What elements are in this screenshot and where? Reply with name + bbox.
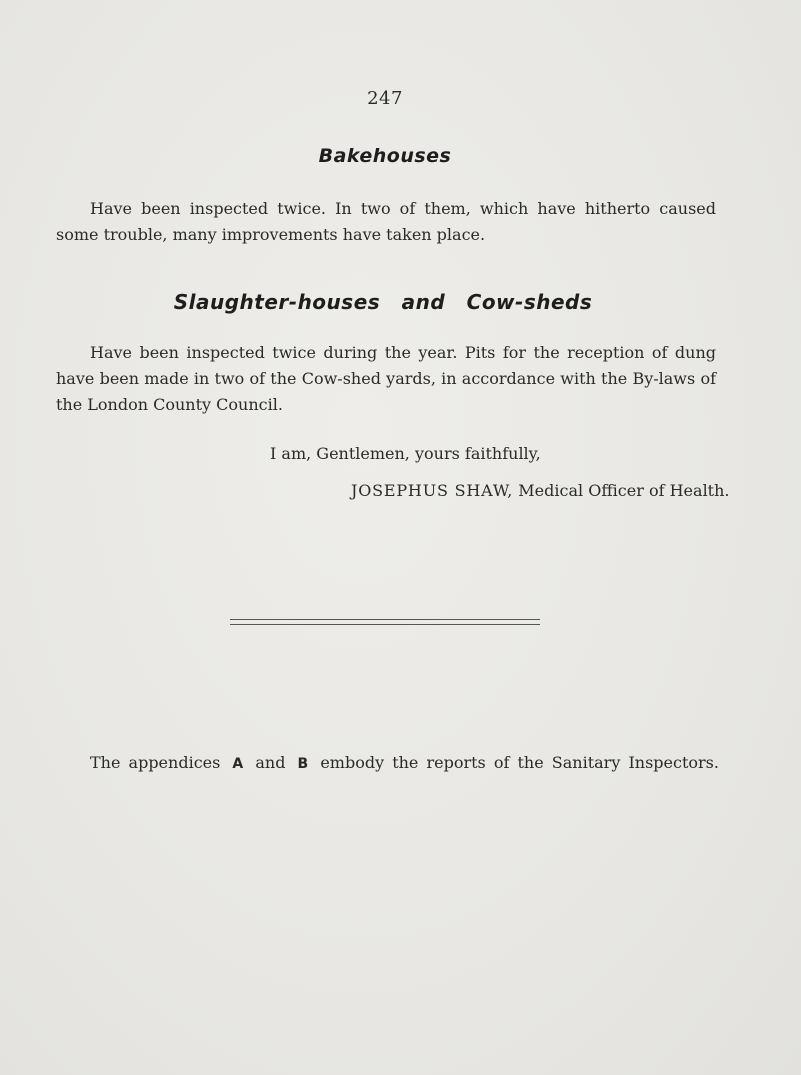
signatory-title: Medical Officer of Health. bbox=[518, 481, 730, 500]
appendix-note bbox=[90, 753, 719, 772]
signatory-name: JOSEPHUS SHAW, bbox=[351, 481, 514, 500]
section-heading-slaughter-houses: Slaughter-houses and Cow-sheds bbox=[173, 290, 593, 314]
appendix-note-before: The appendices bbox=[90, 753, 221, 772]
section-paragraph-bakehouses bbox=[56, 196, 716, 248]
paragraph-text: Have been inspected twice during the year. Pits for the reception of dung have been made in two of the Cow-shed yards, in accordance with the By-laws of the London County Council. bbox=[56, 343, 716, 414]
section-paragraph-slaughter-houses bbox=[56, 340, 716, 418]
signature-block bbox=[351, 481, 730, 500]
closing-salutation: I am, Gentlemen, yours faithfully, bbox=[270, 444, 541, 463]
appendix-letter-b: B bbox=[297, 756, 309, 772]
paragraph-text: Have been inspected twice. In two of them, which have hitherto caused some trouble, many improvements have taken place. bbox=[56, 199, 716, 244]
section-heading-bakehouses: Bakehouses bbox=[318, 145, 452, 167]
appendix-note-after: embody the reports of the Sanitary Inspectors. bbox=[320, 753, 719, 772]
page-number: 247 bbox=[367, 88, 403, 109]
appendix-letter-a: A bbox=[232, 756, 244, 772]
section-divider bbox=[230, 619, 540, 625]
appendix-note-middle: and bbox=[255, 753, 286, 772]
